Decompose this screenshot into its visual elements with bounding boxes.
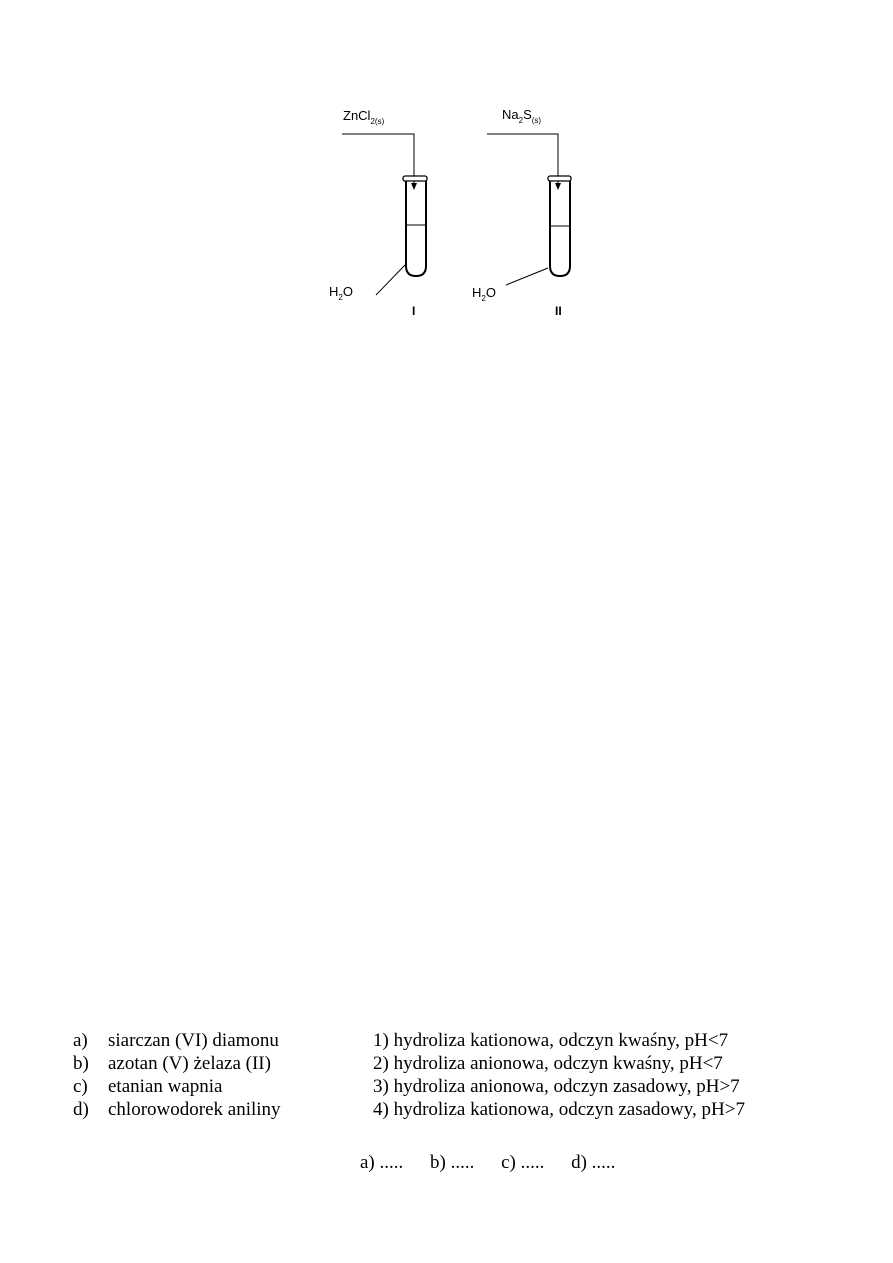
hydrolysis-option: 3) hydroliza anionowa, odczyn zasadowy, pH>7 [373, 1076, 740, 1097]
tube-body-ii [550, 181, 570, 276]
reagent-arrow-line-ii [487, 134, 558, 185]
hydrolysis-option: 2) hydroliza anionowa, odczyn kwaśny, pH<7 [373, 1053, 723, 1074]
answer-blanks [360, 1152, 637, 1174]
salt-letter: c) [73, 1076, 88, 1097]
tube-label-i: I [412, 304, 416, 318]
answer-blank-c[interactable]: c) ..... [501, 1152, 545, 1173]
tube-rim-i [403, 176, 427, 181]
reagent-label-na2s: $Na_2S_{(s)}$ [502, 107, 542, 125]
solvent-label-ii: $H_2O$ [472, 285, 496, 303]
reagent-label-zncl2: ZnCl$_{2(s)}$ [343, 108, 385, 126]
arrow-head-i [411, 183, 417, 190]
tube-label-ii: II [555, 304, 562, 318]
salt-letter: d) [73, 1099, 89, 1120]
answer-blank-d[interactable]: d) ..... [571, 1152, 616, 1173]
arrow-head-ii [555, 183, 561, 190]
salt-name: chlorowodorek aniliny [108, 1099, 281, 1120]
salt-name: siarczan (VI) diamonu [108, 1030, 279, 1051]
salt-letter: a) [73, 1030, 88, 1051]
tube-rim-ii [548, 176, 571, 181]
salt-name: azotan (V) żelaza (II) [108, 1053, 271, 1074]
hydrolysis-option: 1) hydroliza kationowa, odczyn kwaśny, pH<7 [373, 1030, 729, 1051]
solvent-label-i: $H_2O$ [329, 284, 353, 302]
answer-blank-b[interactable]: b) ..... [430, 1152, 475, 1173]
test-tube-diagram [0, 0, 893, 340]
salt-name: etanian wapnia [108, 1076, 223, 1097]
test-tube-i [329, 108, 427, 318]
test-tube-ii [472, 107, 571, 318]
solvent-pointer-ii [506, 268, 548, 285]
solvent-pointer-i [376, 265, 405, 295]
answer-blank-a[interactable]: a) ..... [360, 1152, 404, 1173]
hydrolysis-option: 4) hydroliza kationowa, odczyn zasadowy, pH>7 [373, 1099, 745, 1120]
tube-body-i [406, 181, 426, 276]
salt-letter: b) [73, 1053, 89, 1074]
